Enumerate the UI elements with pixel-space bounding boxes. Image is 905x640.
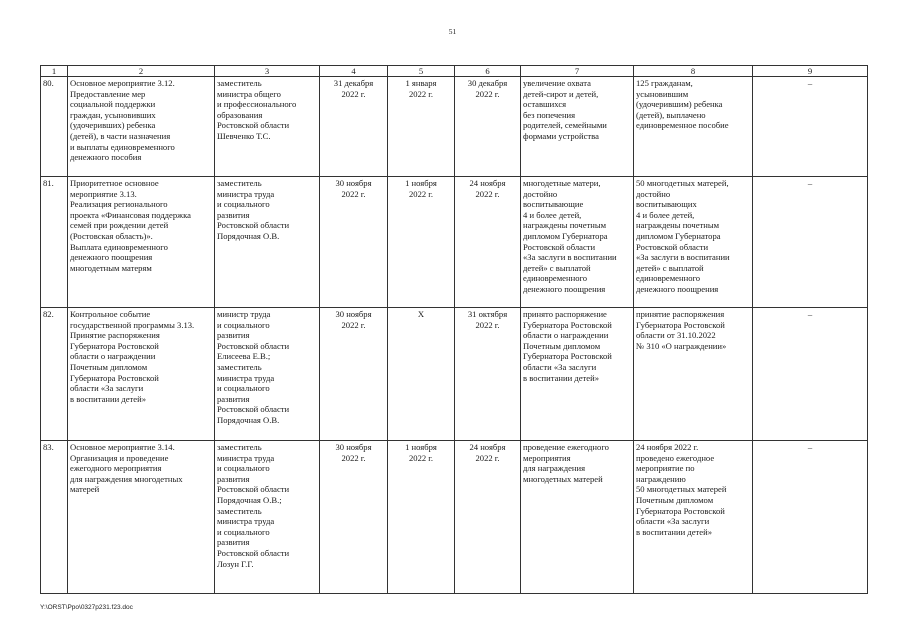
page-number: 51 — [448, 27, 457, 36]
date-cell: 30 ноября 2022 г. — [320, 441, 388, 594]
table-row — [41, 441, 868, 594]
column-header: 9 — [753, 66, 868, 77]
column-header: 7 — [521, 66, 634, 77]
date-cell: 30 ноября 2022 г. — [320, 177, 388, 308]
responsible-cell: заместитель министра труда и социального развития Ростовской области Порядочная О.В.; заместитель министра труда и социального развития Ростовской области Лозун Г.Г. — [215, 441, 320, 594]
date-cell: 1 января 2022 г. — [388, 77, 455, 177]
date-cell: 30 ноября 2022 г. — [320, 308, 388, 441]
expected-result-cell: принято распоряжение Губернатора Ростовской области о награждении Почетным дипломом Губернатора Ростовской области «За заслуги в воспитании детей» — [521, 308, 634, 441]
actual-result-cell: 125 гражданам, усыновившим (удочерившим) ребенка (детей), выплачено единовременное пособие — [634, 77, 753, 177]
responsible-cell: заместитель министра труда и социального развития Ростовской области Порядочная О.В. — [215, 177, 320, 308]
row-number: 81. — [41, 177, 68, 308]
date-cell: 30 декабря 2022 г. — [455, 77, 521, 177]
event-name-cell: Контрольное событие государственной программы 3.13. Принятие распоряжения Губернатора Ростовской области о награждении Почетным дипломом Губернатора Ростовской области «За заслуги в воспитании детей» — [68, 308, 215, 441]
column-header: 1 — [41, 66, 68, 77]
actual-result-cell: 50 многодетных матерей, достойно воспитывающих 4 и более детей, награждены почетным дипломом Губернатора Ростовской области «За заслуги в воспитании детей» с выплатой единовременного денежного поощрения — [634, 177, 753, 308]
date-cell: 31 октября 2022 г. — [455, 308, 521, 441]
report-table — [40, 65, 868, 594]
date-cell: Х — [388, 308, 455, 441]
row-number: 83. — [41, 441, 68, 594]
actual-result-cell: принятие распоряжения Губернатора Ростовской области от 31.10.2022 № 310 «О награждении» — [634, 308, 753, 441]
event-name-cell: Приоритетное основное мероприятие 3.13. Реализация регионального проекта «Финансовая поддержка семей при рождении детей (Ростовская область)». Выплата единовременного денежного поощрения многодетным матерям — [68, 177, 215, 308]
column-header: 2 — [68, 66, 215, 77]
note-cell: – — [753, 77, 868, 177]
actual-result-cell: 24 ноября 2022 г. проведено ежегодное мероприятие по награждению 50 многодетных матерей Почетным дипломом Губернатора Ростовской области «За заслуги в воспитании детей» — [634, 441, 753, 594]
row-number: 80. — [41, 77, 68, 177]
column-header: 8 — [634, 66, 753, 77]
table-row — [41, 77, 868, 177]
header-row — [41, 66, 868, 77]
expected-result-cell: проведение ежегодного мероприятия для награждения многодетных матерей — [521, 441, 634, 594]
column-header: 4 — [320, 66, 388, 77]
event-name-cell: Основное мероприятие 3.12. Предоставление мер социальной поддержки граждан, усыновивших (удочеривших) ребенка (детей), в части назначения и выплаты единовременного денежного пособия — [68, 77, 215, 177]
table-row — [41, 177, 868, 308]
responsible-cell: министр труда и социального развития Ростовской области Елисеева Е.В.; заместитель министра труда и социального развития Ростовской области Порядочная О.В. — [215, 308, 320, 441]
date-cell: 24 ноября 2022 г. — [455, 441, 521, 594]
column-header: 5 — [388, 66, 455, 77]
note-cell: – — [753, 308, 868, 441]
column-header: 6 — [455, 66, 521, 77]
file-path-footer: Y:\ORST\Ppo\0327p231.f23.doc — [40, 604, 133, 611]
table-row — [41, 308, 868, 441]
row-number: 82. — [41, 308, 68, 441]
note-cell: – — [753, 177, 868, 308]
column-header: 3 — [215, 66, 320, 77]
expected-result-cell: увеличение охвата детей-сирот и детей, оставшихся без попечения родителей, семейными формами устройства — [521, 77, 634, 177]
responsible-cell: заместитель министра общего и профессионального образования Ростовской области Шевченко Т.С. — [215, 77, 320, 177]
date-cell: 1 ноября 2022 г. — [388, 441, 455, 594]
date-cell: 31 декабря 2022 г. — [320, 77, 388, 177]
note-cell: – — [753, 441, 868, 594]
event-name-cell: Основное мероприятие 3.14. Организация и проведение ежегодного мероприятия для награждения многодетных матерей — [68, 441, 215, 594]
date-cell: 24 ноября 2022 г. — [455, 177, 521, 308]
date-cell: 1 ноября 2022 г. — [388, 177, 455, 308]
expected-result-cell: многодетные матери, достойно воспитывающие 4 и более детей, награждены почетным дипломом Губернатора Ростовской области «За заслуги в воспитании детей» с выплатой единовременного денежного поощрения — [521, 177, 634, 308]
